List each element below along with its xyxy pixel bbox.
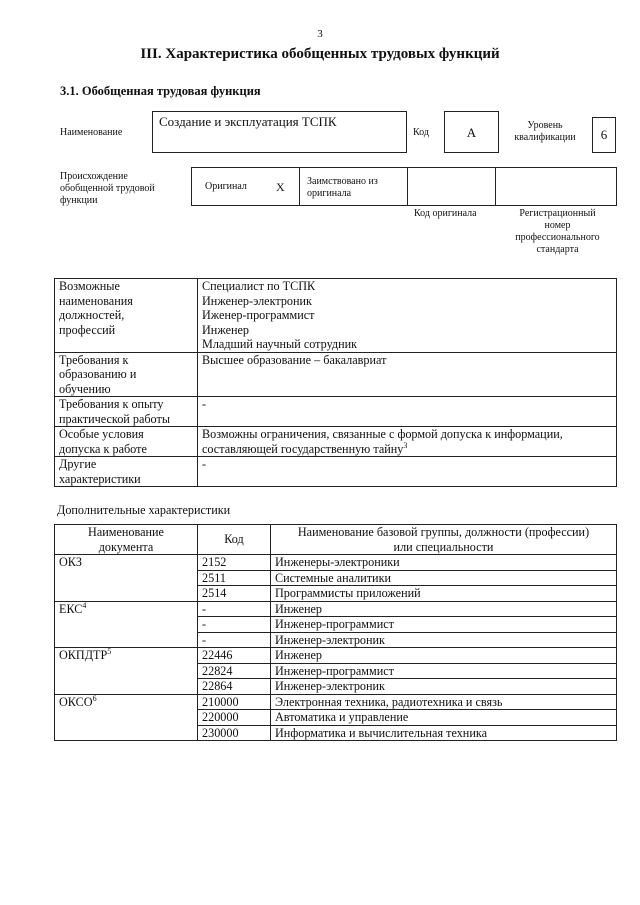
header-doc: Наименование документа	[55, 525, 198, 555]
footnote-mark: 4	[82, 600, 87, 610]
code-original-caption: Код оригинала	[414, 208, 477, 219]
doc-cell: ОКСО$^6$	[55, 694, 198, 741]
name-cell: Программисты приложений	[271, 586, 617, 602]
name-value: Создание и эксплуатация ТСПК	[159, 114, 337, 129]
name-label: Наименование	[60, 127, 123, 138]
table-row	[55, 457, 617, 487]
table-row	[55, 279, 617, 353]
reg-caption: Регистрационный номер профессионального стандарта	[515, 208, 600, 255]
code-label: Код	[413, 127, 429, 138]
name-cell: Инженер	[271, 648, 617, 664]
name-cell: Инженеры-электроники	[271, 555, 617, 571]
subsection-title: 3.1. Обобщенная трудовая функция	[60, 84, 261, 98]
header-name: Наименование базовой группы, должности (профессии) или специальности	[271, 525, 617, 555]
additional-table	[54, 524, 617, 741]
code-cell: 2514	[198, 586, 271, 602]
table-header-row	[55, 525, 617, 555]
row-value: Высшее образование – бакалавриат	[198, 352, 617, 397]
row-label: Другие характеристики	[55, 457, 198, 487]
code-cell: 2152	[198, 555, 271, 571]
level-label: Уровень квалификации	[514, 120, 576, 143]
row-label: Особые условия допуска к работе	[55, 427, 198, 457]
code-value: А	[466, 125, 477, 140]
row-label: Возможные наименования должностей, профессий	[55, 279, 198, 353]
table-row	[55, 397, 617, 427]
original-label: Оригинал	[205, 181, 247, 192]
page-number: 3	[317, 28, 323, 40]
origin-label: Происхождение обобщенной трудовой функции	[60, 171, 155, 206]
row-value: -	[198, 397, 617, 427]
name-cell: Электронная техника, радиотехника и связь	[271, 694, 617, 710]
code-cell: 220000	[198, 710, 271, 726]
doc-cell: ОКПДТР$^5$	[55, 648, 198, 695]
code-cell: 210000	[198, 694, 271, 710]
table-row	[55, 648, 617, 664]
table-row	[55, 601, 617, 617]
code-box	[444, 111, 499, 153]
code-cell: 22446	[198, 648, 271, 664]
code-cell: 22824	[198, 663, 271, 679]
table-row	[55, 694, 617, 710]
original-mark: X	[276, 180, 285, 194]
name-cell: Инженер-программист	[271, 617, 617, 633]
footnote-mark: 6	[92, 693, 97, 703]
level-box	[592, 117, 616, 153]
name-cell: Системные аналитики	[271, 570, 617, 586]
code-cell: -	[198, 632, 271, 648]
row-label: Требования к опыту практической работы	[55, 397, 198, 427]
table-row	[55, 352, 617, 397]
main-table	[54, 278, 617, 487]
name-cell: Автоматика и управление	[271, 710, 617, 726]
section-title: III. Характеристика обобщенных трудовых функций	[140, 46, 500, 62]
name-cell: Информатика и вычислительная техника	[271, 725, 617, 741]
doc-cell: ЕКС$^4$	[55, 601, 198, 648]
row-value: -	[198, 457, 617, 487]
code-cell: 2511	[198, 570, 271, 586]
origin-box	[191, 167, 617, 206]
footnote-mark: 5	[107, 646, 112, 656]
code-cell: -	[198, 601, 271, 617]
code-cell: 230000	[198, 725, 271, 741]
row-value: Возможны ограничения, связанные с формой допуска к информации, составляющей государственную тайну$^3$	[198, 427, 617, 457]
header-code: Код	[198, 525, 271, 555]
name-cell: Инженер-электроник	[271, 679, 617, 695]
additional-title: Дополнительные характеристики	[57, 503, 231, 517]
row-label: Требования к образованию и обучению	[55, 352, 198, 397]
doc-cell: ОКЗ	[55, 555, 198, 602]
table-row	[55, 427, 617, 457]
table-row	[55, 555, 617, 571]
row-value: Специалист по ТСПК Инженер-электроник Иженер-программист Инженер Младший научный сотрудник	[198, 279, 617, 353]
name-cell: Инженер-электроник	[271, 632, 617, 648]
borrowed-label: Заимствовано из оригинала	[307, 176, 378, 199]
name-cell: Инженер	[271, 601, 617, 617]
footnote-mark: 3	[403, 440, 408, 450]
name-cell: Инженер-программист	[271, 663, 617, 679]
code-cell: 22864	[198, 679, 271, 695]
code-cell: -	[198, 617, 271, 633]
name-box	[152, 111, 407, 153]
level-value: 6	[600, 127, 608, 142]
